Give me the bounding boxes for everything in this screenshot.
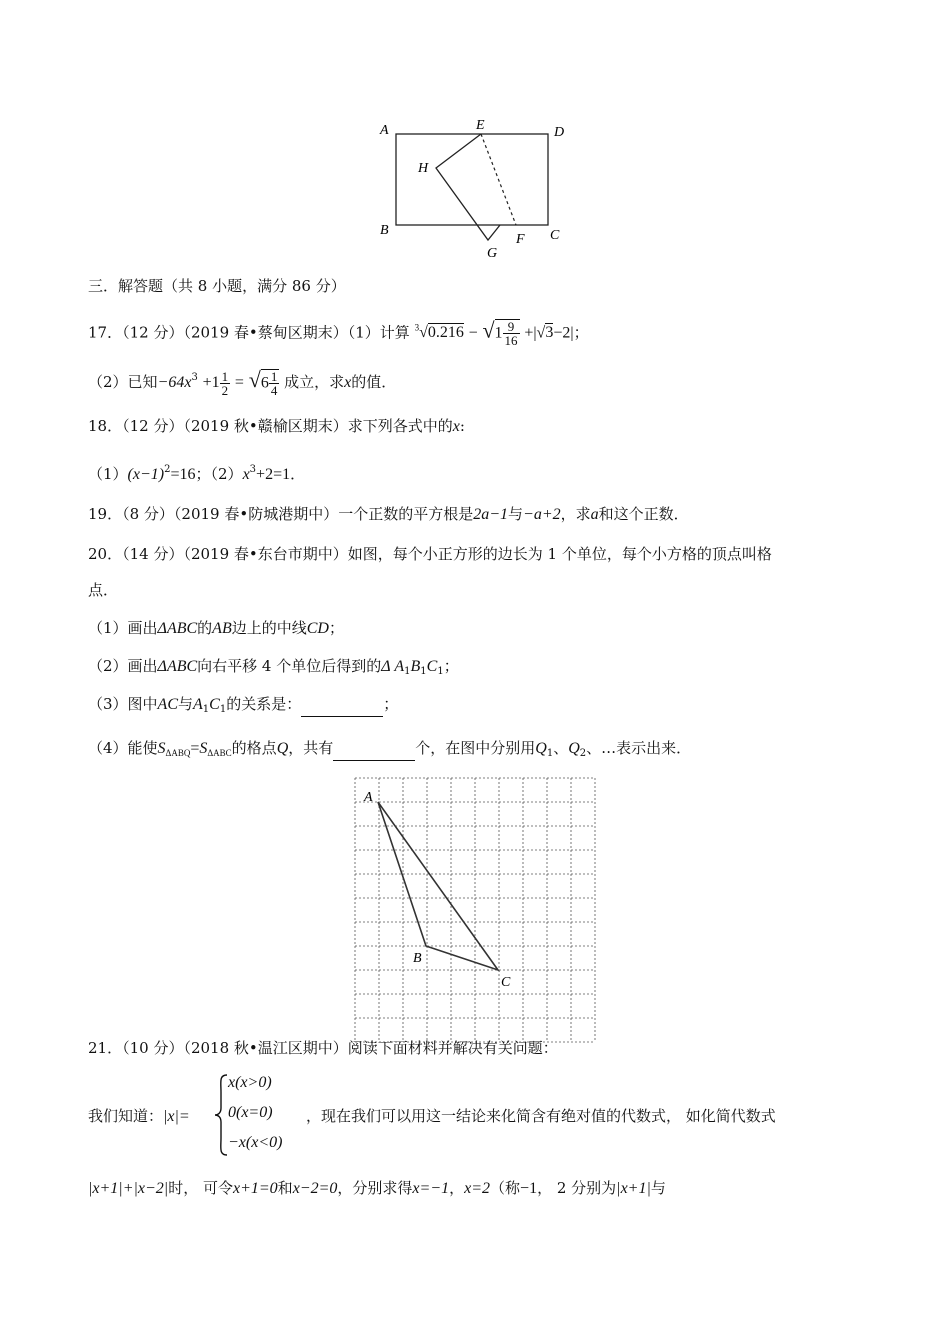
- q21-l3-b: 时， 可令: [168, 1179, 233, 1197]
- q20-source: （2019 春•东台市期中）: [183, 545, 348, 563]
- q20-p1-tri: ΔABC: [157, 620, 198, 637]
- q20-p1-a: （1）画出: [88, 619, 158, 637]
- q17-sqrt-content: [495, 319, 520, 347]
- q20-p4-q1-sub: 1: [546, 748, 554, 759]
- q20-p4-a: （4）能使: [88, 739, 158, 757]
- q20-p4-d: 个，在图中分别用: [415, 739, 536, 757]
- q17-rhs-den: 4: [270, 382, 278, 398]
- q21-num: 21．: [88, 1039, 123, 1057]
- q20-p2-c1: C: [426, 658, 438, 675]
- q21-l3-d: 和: [277, 1179, 293, 1197]
- q20-p2-sub-c: 1: [437, 666, 444, 677]
- q20-p4-q: Q: [276, 740, 289, 757]
- q17-rhs-num: 1: [270, 368, 278, 384]
- label-A: A: [380, 123, 389, 138]
- q21-l3-l: ， 2 分别为: [537, 1179, 617, 1197]
- sqrt-sign: √: [482, 317, 495, 343]
- q20-p2-a: （2）画出: [88, 657, 158, 675]
- q21-source: （2018 秋•温江区期中）: [183, 1039, 348, 1057]
- q21-absx: |x|=: [163, 1108, 190, 1125]
- q20-p4-e: 、…表示出来．: [586, 739, 692, 757]
- q19-text-b: 与: [508, 505, 524, 523]
- q20-p4-c: ，共有: [288, 739, 334, 757]
- rectangle-figure: [370, 112, 570, 262]
- q18-cube: 3: [249, 464, 257, 475]
- q17-abs-open: +|: [524, 324, 537, 342]
- q19-num: 19．: [88, 505, 123, 523]
- q20-p2-sub-a: 1: [404, 666, 411, 677]
- q17-plus: +1: [202, 374, 220, 391]
- q19-source: （2019 春•防城港期中）: [173, 505, 339, 523]
- q17-source: （2019 春•蔡甸区期末）: [183, 323, 348, 342]
- grid-label-A: A: [364, 790, 373, 805]
- q17-part1-prefix: （1）计算: [347, 323, 410, 342]
- q21-l3-n: 与: [650, 1179, 666, 1197]
- q17-rhs-frac: [269, 370, 280, 397]
- q18-p2-rhs: +2=1: [256, 466, 291, 483]
- q20-p1-end: ；: [328, 619, 344, 637]
- q21-l3-i: x=2: [464, 1180, 491, 1197]
- q18-p2-expr: x: [242, 466, 250, 483]
- label-E: E: [476, 118, 485, 133]
- q17-rhs-content: [261, 369, 280, 397]
- q21-score: （10 分）: [122, 1039, 184, 1057]
- sqrt-sign-2: √: [248, 367, 261, 392]
- q20-text-a: 如图，每个小正方形的边长为 1 个单位，每个小方格的顶点叫格: [347, 545, 772, 563]
- q17-num: 17．: [88, 323, 123, 342]
- q17-eq: =: [234, 374, 244, 391]
- q20-p1-c: 边上的中线: [231, 619, 307, 637]
- q17-fraction: [503, 320, 520, 347]
- q20-p2-tri2: Δ A: [381, 658, 405, 675]
- q20-p4-q1: Q: [535, 740, 547, 757]
- q21-case2: 0(x=0): [228, 1104, 273, 1121]
- q20-score: （14 分）: [122, 545, 184, 563]
- q21-text: 阅读下面材料并解决有关问题：: [347, 1039, 558, 1057]
- q20-part1: [88, 618, 344, 639]
- q20-p4-q2: Q: [568, 740, 580, 757]
- grid-figure: [350, 772, 600, 1047]
- triangle-abc: [378, 802, 498, 970]
- q21-l3-f: ，分别求得: [337, 1179, 413, 1197]
- dashed-ef: [481, 134, 516, 225]
- section-title: 三．解答题（共 8 小题，满分 86 分）: [88, 277, 346, 295]
- q21-l3-a: |x+1|+|x−2|: [88, 1180, 169, 1197]
- q18-text: 求下列各式中的: [347, 417, 453, 435]
- q20-p2-b: 向右平移 4 个单位后得到的: [197, 657, 382, 675]
- q19-score: （8 分）: [122, 505, 174, 523]
- q20-p4-s1: S: [157, 740, 166, 757]
- q21-l3-h: ，: [449, 1179, 465, 1197]
- label-B: B: [380, 223, 389, 238]
- q20-part2: [88, 656, 459, 682]
- q20-p3-blank[interactable]: [301, 696, 383, 717]
- q17-mixed-whole: 1: [494, 324, 503, 342]
- q21-case3: −x(x<0): [228, 1134, 283, 1151]
- q18-num: 18．: [88, 417, 123, 435]
- q18-var: x: [452, 418, 460, 435]
- q17-root3: 3: [545, 324, 554, 342]
- q21-intro-text: 我们知道：: [88, 1107, 164, 1125]
- q20-p1-b: 的: [197, 619, 213, 637]
- fold-line-ehgf: [436, 134, 500, 240]
- q20-line2: 点．: [88, 581, 119, 599]
- q19-var: a: [590, 506, 599, 523]
- q20-p1-cd: CD: [306, 620, 329, 637]
- label-H: H: [418, 161, 429, 176]
- q17-half: [220, 370, 231, 397]
- q17-frac-den: 16: [504, 332, 518, 348]
- q18-sep: ；（2）: [195, 465, 243, 483]
- q17-frac-num: 9: [503, 320, 520, 334]
- q20-p4-sub1: ΔABQ: [165, 748, 191, 758]
- label-C: C: [550, 228, 560, 243]
- grid-label-B: B: [413, 951, 422, 966]
- q18-colon: :: [459, 417, 465, 435]
- q20-p2-sub-b: 1: [420, 666, 427, 677]
- q20-p4-s2: S: [199, 740, 208, 757]
- label-D: D: [554, 125, 565, 140]
- sqrt3-sign: √: [536, 324, 546, 342]
- q17-part2-prefix: （2）已知: [88, 373, 158, 391]
- q17-half-num: 1: [221, 368, 229, 384]
- q20-p4-blank[interactable]: [333, 740, 415, 761]
- q20-p4-b: 的格点: [231, 739, 277, 757]
- q20-p1-ab: AB: [212, 620, 232, 637]
- q20-p2-tri: ΔABC: [157, 658, 198, 675]
- q17-tail-b: 的值．: [351, 373, 397, 391]
- q20-line1: [88, 544, 772, 564]
- q17-line2: [88, 368, 396, 397]
- q17-score: （12 分）: [122, 323, 184, 342]
- q20-part4: [88, 738, 691, 764]
- q18-end: ．: [290, 465, 306, 483]
- q20-p3-sub-c: 1: [219, 704, 227, 715]
- q17-lhs: −64x: [157, 374, 192, 391]
- q18-line1: [88, 416, 465, 437]
- q21-l3-j: （称: [490, 1179, 521, 1197]
- q20-num: 20．: [88, 545, 123, 563]
- q17-abs-tail: −2|: [553, 324, 574, 342]
- q21-line1: [88, 1038, 558, 1058]
- q19-text-d: 和这个正数．: [598, 505, 689, 523]
- q21-text-b: ，现在我们可以用这一结论来化简含有绝对值的代数式， 如化简代数式: [306, 1107, 776, 1125]
- q19-line: [88, 504, 689, 525]
- q17-cube-exp: 3: [191, 372, 198, 383]
- q21-l3-e: x−2=0: [292, 1180, 338, 1197]
- grid-label-C: C: [501, 975, 511, 990]
- q21-l3-c: x+1=0: [232, 1180, 278, 1197]
- q20-p3-b: 与: [178, 695, 194, 713]
- piecewise-brace: [213, 1074, 229, 1156]
- q20-p3-end: ；: [383, 695, 399, 713]
- q18-p1-expr: (x−1): [127, 466, 165, 483]
- q18-source: （2019 秋•赣榆区期末）: [183, 417, 348, 435]
- q21-case1: x(x>0): [228, 1074, 272, 1091]
- q21-line3: [88, 1178, 666, 1199]
- q17-part1-end: ；: [573, 323, 589, 342]
- q18-p1-rhs: =16: [170, 466, 196, 483]
- q20-p4-q2-sub: 2: [579, 748, 587, 759]
- q20-p4-sub2: ΔABC: [207, 748, 232, 758]
- q21-l3-g: x=−1: [412, 1180, 450, 1197]
- q17-rhs-whole: 6: [260, 374, 269, 391]
- q20-part3: [88, 694, 398, 720]
- q17-cube-root-value: 0.216: [427, 324, 464, 342]
- q18-p1-label: （1）: [88, 465, 128, 483]
- q19-text-c: ，求: [560, 505, 591, 523]
- q20-p2-b1: B: [410, 658, 421, 675]
- q21-intro: [88, 1106, 190, 1127]
- q17-var: x: [344, 374, 352, 391]
- q20-p3-ac: AC: [157, 696, 178, 713]
- label-G: G: [487, 246, 498, 261]
- q18-score: （12 分）: [122, 417, 184, 435]
- q17-tail-a: 成立，求: [284, 373, 345, 391]
- q17-minus: −: [468, 324, 478, 342]
- q19-expr2: −a+2: [523, 506, 561, 523]
- q20-p3-a: （3）图中: [88, 695, 158, 713]
- q18-line2: [88, 460, 305, 485]
- cube-root-sign: $^3$√: [414, 323, 428, 342]
- q19-expr1: 2a−1: [473, 506, 509, 523]
- rect-abcd: [396, 134, 548, 225]
- q21-l3-m: |x+1|: [616, 1180, 651, 1197]
- q20-p3-a1: A: [193, 696, 203, 713]
- q20-p3-sub-a: 1: [202, 704, 210, 715]
- q18-square: 2: [164, 464, 171, 475]
- q20-p2-end: ；: [443, 657, 459, 675]
- q20-p4-eq: =: [190, 740, 200, 757]
- q19-text-a: 一个正数的平方根是: [338, 505, 474, 523]
- q17-half-den: 2: [221, 382, 229, 398]
- q20-p4-sep: 、: [553, 739, 569, 757]
- q21-l3-k: −1: [520, 1180, 538, 1197]
- q17-line1: [88, 318, 589, 347]
- q20-p3-c: 的关系是：: [226, 695, 302, 713]
- grid-lines: [355, 778, 595, 1042]
- q20-p3-c1: C: [209, 696, 220, 713]
- label-F: F: [516, 232, 525, 247]
